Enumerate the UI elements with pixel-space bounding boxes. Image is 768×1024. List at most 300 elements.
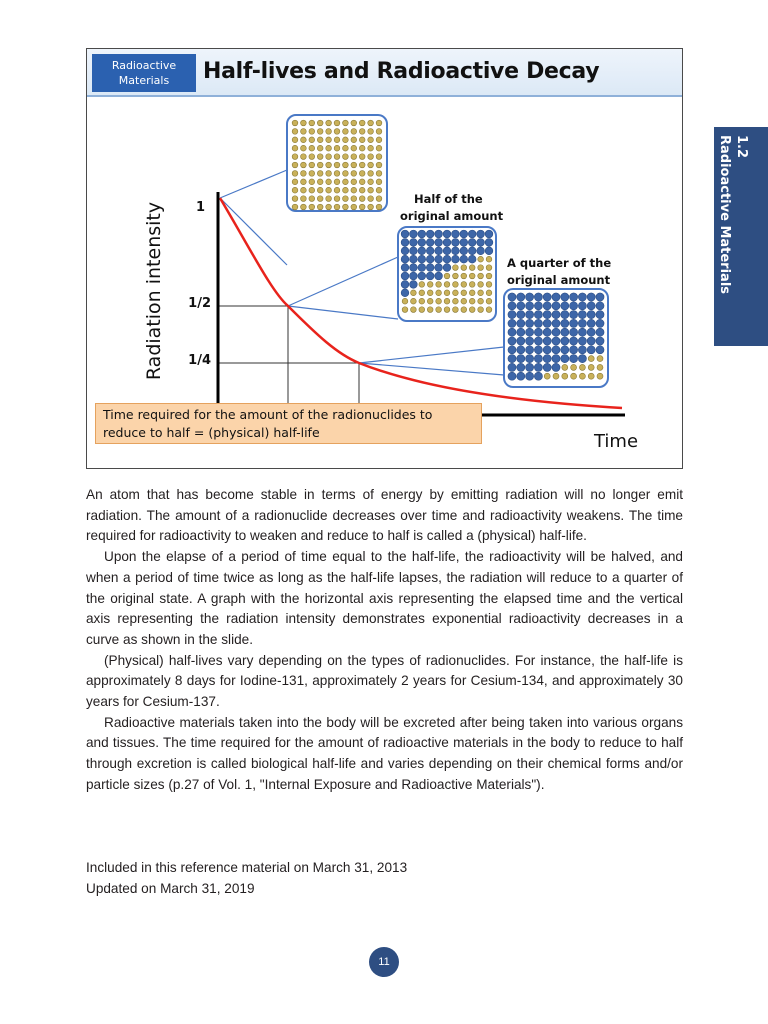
- atom-34: [301, 145, 307, 151]
- atom-72: [343, 171, 349, 177]
- atom-86: [478, 290, 484, 296]
- atom-68: [526, 346, 534, 354]
- atom-109: [486, 307, 492, 313]
- atom-100: [517, 372, 525, 380]
- atom-44: [508, 328, 516, 336]
- atom-107: [469, 307, 475, 313]
- atom-114: [326, 204, 332, 210]
- atom-40: [570, 319, 578, 327]
- atom-78: [517, 355, 525, 363]
- atom-115: [334, 204, 340, 210]
- atom-80: [534, 355, 542, 363]
- atom-94: [562, 364, 568, 370]
- atom-50: [453, 265, 459, 271]
- atom-5: [552, 293, 560, 301]
- atom-69: [317, 171, 323, 177]
- atom-15: [543, 302, 551, 310]
- atom-22: [401, 247, 409, 255]
- atom-46: [418, 264, 426, 272]
- atom-45: [410, 264, 418, 272]
- atom-74: [359, 171, 365, 177]
- atom-13: [309, 129, 315, 135]
- atom-7: [351, 120, 357, 126]
- atom-45: [517, 328, 525, 336]
- atom-73: [570, 346, 578, 354]
- atom-105: [453, 307, 459, 313]
- body-text: [86, 485, 683, 796]
- atom-box-quarter: [504, 289, 608, 387]
- atom-14: [426, 239, 434, 247]
- atom-63: [359, 162, 365, 168]
- atom-65: [376, 162, 382, 168]
- atom-56: [301, 162, 307, 168]
- atom-21: [485, 239, 493, 247]
- atom-98: [376, 187, 382, 193]
- atom-86: [368, 179, 374, 185]
- atom-76: [596, 346, 604, 354]
- atom-88: [508, 363, 516, 371]
- atom-18: [460, 239, 468, 247]
- atom-13: [418, 239, 426, 247]
- atom-10: [485, 230, 493, 238]
- atom-14: [317, 129, 323, 135]
- atom-98: [486, 298, 492, 304]
- atom-54: [486, 265, 492, 271]
- atom-63: [469, 273, 475, 279]
- atom-67: [301, 171, 307, 177]
- atom-87: [376, 179, 382, 185]
- atom-72: [561, 346, 569, 354]
- atom-92: [436, 298, 442, 304]
- atom-51: [570, 328, 578, 336]
- atom-68: [309, 171, 315, 177]
- atom-24: [309, 137, 315, 143]
- atom-44: [292, 154, 298, 160]
- atom-119: [368, 204, 374, 210]
- page-number: 11: [369, 947, 399, 977]
- atom-35: [309, 145, 315, 151]
- atom-66: [401, 281, 409, 289]
- atom-31: [368, 137, 374, 143]
- atom-27: [443, 247, 451, 255]
- atom-54: [596, 328, 604, 336]
- atom-35: [418, 255, 426, 263]
- atom-11: [292, 129, 298, 135]
- atom-103: [544, 373, 550, 379]
- atom-26: [543, 311, 551, 319]
- atom-7: [460, 230, 468, 238]
- atom-52: [359, 154, 365, 160]
- atom-43: [596, 319, 604, 327]
- atom-99: [508, 372, 516, 380]
- atom-84: [461, 290, 467, 296]
- atom-82: [552, 355, 560, 363]
- atom-28: [452, 247, 460, 255]
- atom-30: [359, 137, 365, 143]
- atom-116: [343, 204, 349, 210]
- atom-34: [517, 319, 525, 327]
- atom-3: [317, 120, 323, 126]
- atom-42: [368, 145, 374, 151]
- atom-25: [426, 247, 434, 255]
- atom-50: [561, 328, 569, 336]
- atom-40: [460, 255, 468, 263]
- atom-81: [543, 355, 551, 363]
- atom-28: [561, 311, 569, 319]
- atom-33: [292, 145, 298, 151]
- atom-17: [343, 129, 349, 135]
- atom-99: [292, 196, 298, 202]
- atom-75: [587, 346, 595, 354]
- atom-12: [301, 129, 307, 135]
- atom-36: [534, 319, 542, 327]
- atom-25: [534, 311, 542, 319]
- atom-61: [453, 273, 459, 279]
- atom-32: [376, 137, 382, 143]
- atom-103: [326, 196, 332, 202]
- atom-105: [562, 373, 568, 379]
- atom-21: [376, 129, 382, 135]
- atom-27: [334, 137, 340, 143]
- section-side-tab: [714, 127, 768, 346]
- atom-92: [326, 187, 332, 193]
- atom-88: [402, 298, 408, 304]
- atom-29: [570, 311, 578, 319]
- paragraph-4: Radioactive materials taken into the body will be excreted after being taken into various organs and tissues. The time required for the amount of radioactive materials in the body to reduce to half through excretion is called biological half-life and varies depending on their chemical forms and/or particle sizes (p.27 of Vol. 1, "Internal Exposure and Radioactive Materials").: [86, 714, 683, 792]
- atom-85: [469, 290, 475, 296]
- atom-79: [419, 290, 425, 296]
- atom-107: [359, 196, 365, 202]
- atom-2: [309, 120, 315, 126]
- atom-6: [561, 293, 569, 301]
- atom-42: [587, 319, 595, 327]
- atom-79: [526, 355, 534, 363]
- atom-62: [351, 162, 357, 168]
- atom-106: [351, 196, 357, 202]
- atom-112: [309, 204, 315, 210]
- atom-89: [301, 187, 307, 193]
- atom-4: [435, 230, 443, 238]
- atom-47: [317, 154, 323, 160]
- atom-32: [485, 247, 493, 255]
- atom-108: [368, 196, 374, 202]
- atom-71: [334, 171, 340, 177]
- atom-53: [587, 328, 595, 336]
- atom-96: [359, 187, 365, 193]
- atom-box-half: [398, 227, 496, 321]
- atom-48: [326, 154, 332, 160]
- callout-quarter-line2: original amount: [507, 273, 611, 287]
- atom-80: [317, 179, 323, 185]
- atom-71: [444, 282, 450, 288]
- atom-61: [343, 162, 349, 168]
- atom-49: [552, 328, 560, 336]
- atom-77: [401, 289, 409, 297]
- atom-90: [419, 298, 425, 304]
- y-tick-1: 1: [195, 200, 205, 215]
- atom-96: [469, 298, 475, 304]
- callout-half-line1: Half of the: [414, 192, 483, 206]
- atom-56: [517, 337, 525, 345]
- section-tag: Radioactive Materials: [92, 54, 196, 92]
- atom-70: [436, 282, 442, 288]
- atom-6: [452, 230, 460, 238]
- atom-10: [376, 120, 382, 126]
- atom-43: [486, 256, 492, 262]
- atom-113: [317, 204, 323, 210]
- atom-88: [292, 187, 298, 193]
- atom-86: [588, 356, 594, 362]
- atom-74: [469, 282, 475, 288]
- atom-85: [359, 179, 365, 185]
- atom-62: [570, 337, 578, 345]
- atom-16: [552, 302, 560, 310]
- atom-12: [517, 302, 525, 310]
- atom-8: [578, 293, 586, 301]
- atom-4: [543, 293, 551, 301]
- half-life-caption: Time required for the amount of the radionuclides to reduce to half = (physical) half-life: [95, 403, 482, 444]
- y-axis-label: Radiation intensity: [143, 201, 165, 381]
- atom-9: [587, 293, 595, 301]
- atom-19: [468, 239, 476, 247]
- atom-83: [343, 179, 349, 185]
- atom-51: [461, 265, 467, 271]
- atom-76: [486, 282, 492, 288]
- atom-76: [376, 171, 382, 177]
- atom-54: [376, 154, 382, 160]
- atom-46: [526, 328, 534, 336]
- atom-22: [292, 137, 298, 143]
- atom-33: [508, 319, 516, 327]
- atom-109: [597, 373, 603, 379]
- atom-box-full: [287, 115, 387, 211]
- atom-1: [410, 230, 418, 238]
- atom-26: [326, 137, 332, 143]
- atom-90: [526, 363, 534, 371]
- atom-33: [401, 255, 409, 263]
- updated-date: Updated on March 31, 2019: [86, 881, 255, 896]
- atom-81: [436, 290, 442, 296]
- atom-19: [578, 302, 586, 310]
- atom-111: [301, 204, 307, 210]
- atom-38: [334, 145, 340, 151]
- atom-57: [526, 337, 534, 345]
- atom-87: [486, 290, 492, 296]
- atom-106: [461, 307, 467, 313]
- atom-95: [351, 187, 357, 193]
- atom-93: [444, 298, 450, 304]
- atom-60: [552, 337, 560, 345]
- atom-25: [317, 137, 323, 143]
- atom-11: [508, 302, 516, 310]
- atom-104: [334, 196, 340, 202]
- atom-101: [526, 372, 534, 380]
- paragraph-1: An atom that has become stable in terms of energy by emitting radiation will no longer emit radiation. The amount of a radionuclide decreases over time and radioactivity weakens. The time required for radioactivity to weaken and reduce to half is called a (physical) half-life.: [86, 487, 683, 544]
- atom-77: [292, 179, 298, 185]
- atom-37: [326, 145, 332, 151]
- atom-52: [578, 328, 586, 336]
- atom-39: [343, 145, 349, 151]
- footnotes: [86, 857, 407, 899]
- atom-27: [552, 311, 560, 319]
- atom-64: [478, 273, 484, 279]
- atom-95: [461, 298, 467, 304]
- atom-49: [334, 154, 340, 160]
- atom-71: [552, 346, 560, 354]
- atom-99: [402, 307, 408, 313]
- atom-56: [410, 272, 418, 280]
- atom-91: [317, 187, 323, 193]
- atom-87: [597, 356, 603, 362]
- atom-108: [588, 373, 594, 379]
- atom-44: [401, 264, 409, 272]
- atom-29: [460, 247, 468, 255]
- section-number: 1.2: [734, 135, 749, 159]
- atom-61: [561, 337, 569, 345]
- atom-5: [334, 120, 340, 126]
- atom-90: [309, 187, 315, 193]
- atom-19: [359, 129, 365, 135]
- atom-14: [534, 302, 542, 310]
- atom-67: [410, 281, 418, 289]
- atom-5: [443, 230, 451, 238]
- atom-12: [410, 239, 418, 247]
- atom-117: [351, 204, 357, 210]
- atom-47: [534, 328, 542, 336]
- atom-75: [478, 282, 484, 288]
- callout-half-line2: original amount: [400, 209, 504, 223]
- atom-102: [317, 196, 323, 202]
- atom-18: [351, 129, 357, 135]
- atom-103: [436, 307, 442, 313]
- atom-83: [453, 290, 459, 296]
- atom-38: [552, 319, 560, 327]
- atom-30: [468, 247, 476, 255]
- section-label: Radioactive Materials: [717, 135, 732, 295]
- atom-97: [368, 187, 374, 193]
- atom-100: [411, 307, 417, 313]
- atom-68: [419, 282, 425, 288]
- atom-62: [461, 273, 467, 279]
- atom-20: [368, 129, 374, 135]
- atom-75: [368, 171, 374, 177]
- atom-53: [368, 154, 374, 160]
- atom-32: [596, 311, 604, 319]
- atom-104: [444, 307, 450, 313]
- atom-70: [326, 171, 332, 177]
- atom-11: [401, 239, 409, 247]
- atom-65: [486, 273, 492, 279]
- atom-8: [468, 230, 476, 238]
- atom-108: [478, 307, 484, 313]
- atom-100: [301, 196, 307, 202]
- atom-20: [587, 302, 595, 310]
- atom-2: [418, 230, 426, 238]
- atom-41: [468, 255, 476, 263]
- y-tick-half: 1/2: [188, 296, 211, 311]
- atom-23: [517, 311, 525, 319]
- atom-20: [477, 239, 485, 247]
- atom-9: [477, 230, 485, 238]
- atom-0: [401, 230, 409, 238]
- x-axis-label: Time: [593, 431, 639, 452]
- atom-106: [571, 373, 577, 379]
- atom-55: [292, 162, 298, 168]
- atom-45: [301, 154, 307, 160]
- atom-118: [359, 204, 365, 210]
- atom-104: [553, 373, 559, 379]
- atom-31: [477, 247, 485, 255]
- atom-69: [534, 346, 542, 354]
- atom-13: [526, 302, 534, 310]
- atom-73: [461, 282, 467, 288]
- atom-97: [478, 298, 484, 304]
- atom-96: [579, 364, 585, 370]
- paragraph-3: (Physical) half-lives vary depending on the types of radionuclides. For instance, the half-life is approximately 8 days for Iodine-131, approximately 2 years for Cesium-134, and approximately 30 years for Cesium-137.: [86, 652, 683, 710]
- atom-39: [452, 255, 460, 263]
- atom-91: [427, 298, 433, 304]
- atom-65: [596, 337, 604, 345]
- atom-101: [419, 307, 425, 313]
- atom-102: [427, 307, 433, 313]
- atom-84: [351, 179, 357, 185]
- atom-89: [411, 298, 417, 304]
- atom-97: [588, 364, 594, 370]
- atom-63: [578, 337, 586, 345]
- y-tick-quarter: 1/4: [188, 353, 211, 368]
- atom-4: [326, 120, 332, 126]
- atom-51: [351, 154, 357, 160]
- atom-38: [443, 255, 451, 263]
- atom-91: [534, 363, 542, 371]
- atom-23: [301, 137, 307, 143]
- atom-58: [426, 272, 434, 280]
- atom-110: [292, 204, 298, 210]
- atom-79: [309, 179, 315, 185]
- slide-figure: [86, 48, 683, 469]
- atom-50: [343, 154, 349, 160]
- atom-58: [534, 337, 542, 345]
- atom-24: [418, 247, 426, 255]
- callout-quarter-line1: A quarter of the: [507, 256, 612, 270]
- atom-101: [309, 196, 315, 202]
- atom-24: [526, 311, 534, 319]
- atom-48: [543, 328, 551, 336]
- atom-59: [543, 337, 551, 345]
- atom-29: [351, 137, 357, 143]
- atom-120: [376, 204, 382, 210]
- atom-8: [359, 120, 365, 126]
- atom-46: [309, 154, 315, 160]
- atom-31: [587, 311, 595, 319]
- atom-89: [517, 363, 525, 371]
- atom-85: [578, 355, 586, 363]
- atom-107: [579, 373, 585, 379]
- atom-60: [334, 162, 340, 168]
- atom-26: [435, 247, 443, 255]
- atom-1: [301, 120, 307, 126]
- atom-2: [526, 293, 534, 301]
- atom-40: [351, 145, 357, 151]
- atom-60: [444, 273, 450, 279]
- atom-73: [351, 171, 357, 177]
- atom-94: [453, 298, 459, 304]
- atom-82: [444, 290, 450, 296]
- atom-49: [443, 264, 451, 272]
- atom-43: [376, 145, 382, 151]
- atom-6: [343, 120, 349, 126]
- atom-41: [578, 319, 586, 327]
